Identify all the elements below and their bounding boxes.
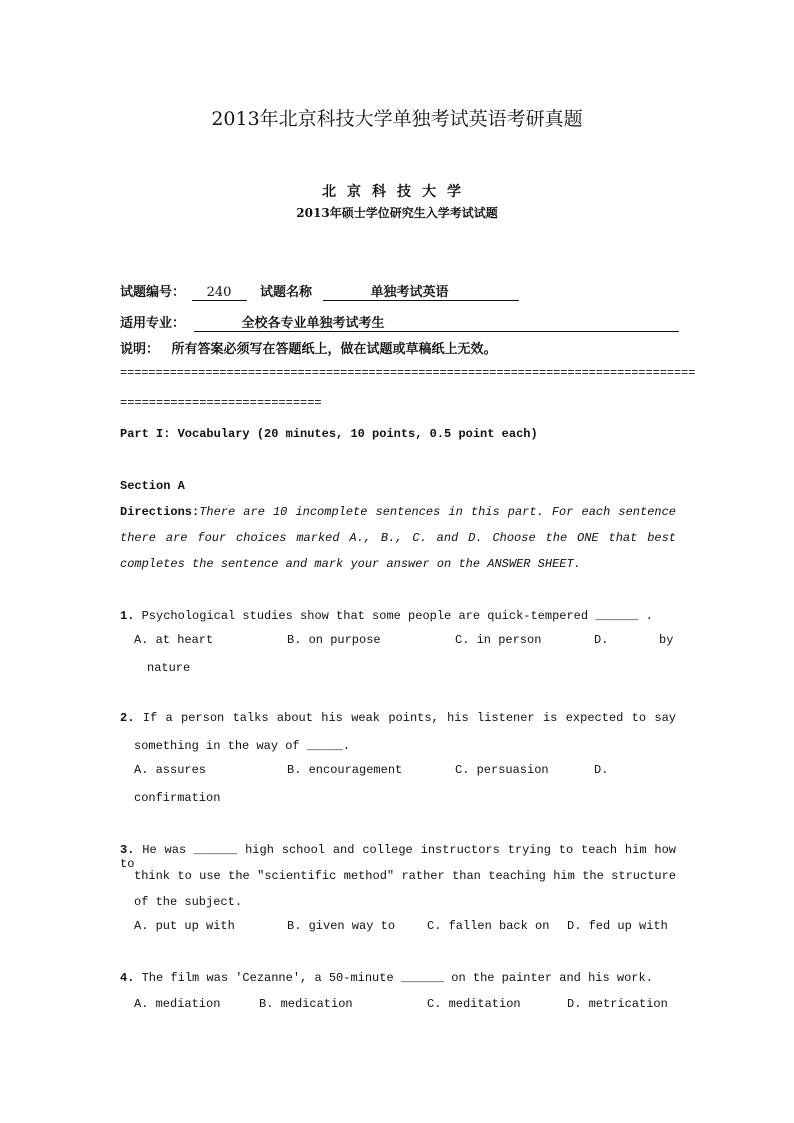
exam-name-label: 试题名称 bbox=[260, 285, 313, 300]
question-4-option-a: A. mediation bbox=[134, 997, 221, 1011]
question-number: 2. bbox=[120, 711, 135, 725]
question-1-option-d-text-cont: nature bbox=[147, 661, 191, 675]
question-1-stem: 1. Psychological studies show that some people are quick-tempered ______ . bbox=[120, 609, 653, 623]
note-row bbox=[120, 338, 497, 357]
university-name: 北京科技大学 bbox=[322, 184, 472, 200]
question-3-stem-cont-2: of the subject. bbox=[134, 895, 243, 909]
question-3-option-b: B. given way to bbox=[287, 919, 396, 933]
question-number: 1. bbox=[120, 609, 135, 623]
question-1-option-d-text: by bbox=[659, 633, 674, 647]
major-label: 适用专业： bbox=[120, 316, 186, 331]
directions-line-3: completes the sentence and mark your answer on the ANSWER SHEET. bbox=[120, 557, 581, 571]
directions-label: Directions: bbox=[120, 505, 200, 519]
divider-line: ================================================================================= bbox=[120, 366, 696, 380]
exam-code-value: 240 bbox=[192, 285, 247, 301]
divider-line-2: ============================ bbox=[120, 396, 322, 410]
question-4-option-b: B. medication bbox=[259, 997, 353, 1011]
question-3-stem: 3. He was ______ high school and college instructors trying to teach him how to bbox=[120, 843, 677, 871]
question-2-option-a: A. assures bbox=[134, 763, 207, 777]
question-2-option-d: D. bbox=[594, 763, 609, 777]
part-heading: Part I: Vocabulary (20 minutes, 10 points, 0.5 point each) bbox=[120, 427, 538, 441]
question-1-option-d: D. bbox=[594, 633, 609, 647]
exam-code-row bbox=[120, 281, 247, 301]
note-label: 说明： bbox=[120, 342, 160, 357]
question-2-option-c: C. persuasion bbox=[455, 763, 549, 777]
exam-subtitle: 2013年硕士学位研究生入学考试试题 bbox=[296, 206, 498, 220]
question-3-stem-cont: think to use the "scientific method" rather than teaching him the structure bbox=[134, 869, 676, 883]
question-number: 4. bbox=[120, 971, 135, 985]
question-2-option-d-text: confirmation bbox=[134, 791, 221, 805]
question-4-stem: 4. The film was 'Cezanne', a 50-minute ______ on the painter and his work. bbox=[120, 971, 653, 985]
directions-line-2: there are four choices marked A., B., C. and D. Choose the ONE that best bbox=[120, 531, 676, 545]
question-number: 3. bbox=[120, 843, 135, 857]
question-2-option-b: B. encouragement bbox=[287, 763, 403, 777]
question-2-stem-cont: something in the way of _____. bbox=[134, 739, 351, 753]
question-4-option-d: D. metrication bbox=[567, 997, 668, 1011]
question-1-option-b: B. on purpose bbox=[287, 633, 381, 647]
major-row bbox=[120, 312, 679, 332]
exam-code-label: 试题编号： bbox=[120, 285, 186, 300]
exam-name-value: 单独考试英语 bbox=[370, 285, 449, 300]
exam-name-field bbox=[323, 281, 519, 301]
question-3-option-d: D. fed up with bbox=[567, 919, 668, 933]
major-value: 全校各专业单独考试考生 bbox=[241, 316, 385, 331]
major-field bbox=[194, 312, 679, 332]
exam-name-row bbox=[260, 281, 519, 301]
directions-line-1: Directions:There are 10 incomplete sentences in this part. For each sentence bbox=[120, 505, 676, 519]
section-heading: Section A bbox=[120, 479, 185, 493]
question-3-option-c: C. fallen back on bbox=[427, 919, 550, 933]
question-4-option-c: C. meditation bbox=[427, 997, 521, 1011]
question-1-option-a: A. at heart bbox=[134, 633, 214, 647]
question-2-stem: 2. If a person talks about his weak points, his listener is expected to say bbox=[120, 711, 677, 725]
note-text: 所有答案必须写在答题纸上，做在试题或草稿纸上无效。 bbox=[171, 342, 497, 357]
question-3-option-a: A. put up with bbox=[134, 919, 235, 933]
question-1-option-c: C. in person bbox=[455, 633, 542, 647]
page-title: 2013年北京科技大学单独考试英语考研真题 bbox=[211, 108, 583, 130]
